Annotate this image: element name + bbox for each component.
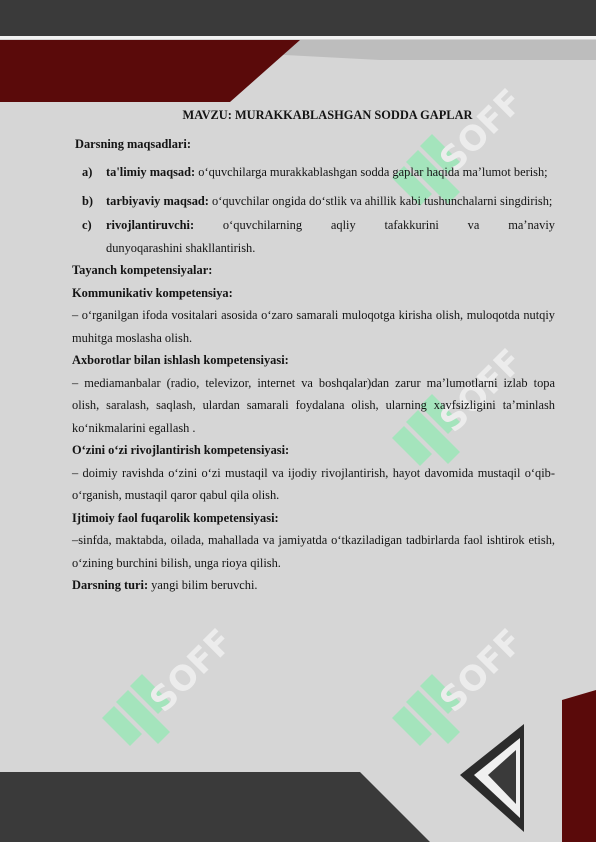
competency-heading: Kommunikativ kompetensiya: [72, 285, 233, 300]
watermark-text: SOFF [432, 621, 531, 721]
competencies-heading: Tayanch kompetensiyalar: [72, 263, 213, 277]
watermark-logo [392, 621, 531, 746]
goal-word: aqliy [330, 218, 356, 232]
competency-heading: Axborotlar bilan ishlash kompetensiyasi: [72, 353, 289, 367]
competency-text: – o‘rganilgan ifoda vositalari asosida o‘zaro samarali muloqotga kirisha olish, muloqotda nutqiy muhitga moslasha olish. [72, 308, 555, 345]
goal-label: b) [82, 193, 94, 208]
goal-word: va [467, 218, 480, 232]
goal-label: a) [82, 165, 93, 179]
lesson-type [72, 574, 555, 597]
competency-heading: Ijtimoiy faol fuqarolik kompetensiyasi: [72, 510, 279, 525]
goal-item-a [82, 161, 555, 184]
goal-text [106, 161, 555, 184]
goal-term: tarbiyaviy maqsad: [106, 193, 209, 208]
goal-item-b [82, 190, 555, 213]
goal-term: rivojlantiruvchi: [106, 218, 195, 232]
lesson-type-label: Darsning turi: [72, 578, 149, 592]
competency-text: – doimiy ravishda o‘zini o‘zi mustaqil va ijodiy rivojlantirish, hayot davomida mustaqil o‘qib-o‘rganish, mustaqil qaror qabul qila olish. [72, 465, 555, 502]
goal-first-line [106, 214, 555, 237]
watermark-text: SOFF [432, 341, 531, 441]
page-title: MAVZU: MURAKKABLASHGAN SODDA GAPLAR [182, 108, 473, 122]
watermark-logo [102, 621, 241, 746]
goal-word: ma’naviy [508, 218, 555, 232]
goal-word: tafakkurini [384, 218, 439, 232]
watermark-text: SOFF [432, 81, 531, 181]
competency-text: – mediamanbalar (radio, televizor, internet va boshqalar)dan zarur ma’lumotlarni izlab topa olish, saralash, saqlash, ulardan samarali foydalana olish, ularning xavfsizligini ta’minlash ko‘nikmalarini egallash . [72, 375, 555, 435]
goal-label: c) [82, 218, 92, 232]
goal-description: o‘quvchilar ongida do‘stlik va ahillik kabi tushunchalarni singdirish; [208, 193, 553, 208]
goal-text [106, 214, 555, 259]
competency-text: –sinfda, maktabda, oilada, mahallada va jamiyatda o‘tkaziladigan tadbirlarda faol ishtirok etish, o‘zining burchini bilish, unga rioya qilish. [72, 533, 555, 570]
goal-description: o‘quvchilarga murakkablashgan sodda gaplar haqida ma’lumot berish; [195, 165, 548, 179]
goal-item-c [82, 214, 555, 259]
goals-heading: Darsning maqsadlari: [75, 136, 192, 151]
goal-term: ta'limiy maqsad: [106, 165, 196, 179]
lesson-type-value: yangi bilim beruvchi. [148, 578, 258, 592]
watermark-text: SOFF [142, 621, 241, 721]
document-body [72, 104, 555, 597]
goal-description: dunyoqarashini shakllantirish. [106, 240, 256, 255]
goal-word: o‘quvchilarning [222, 218, 303, 232]
goal-text [106, 190, 555, 213]
competency-heading: O‘zini o‘zi rivojlantirish kompetensiyasi: [72, 443, 290, 457]
